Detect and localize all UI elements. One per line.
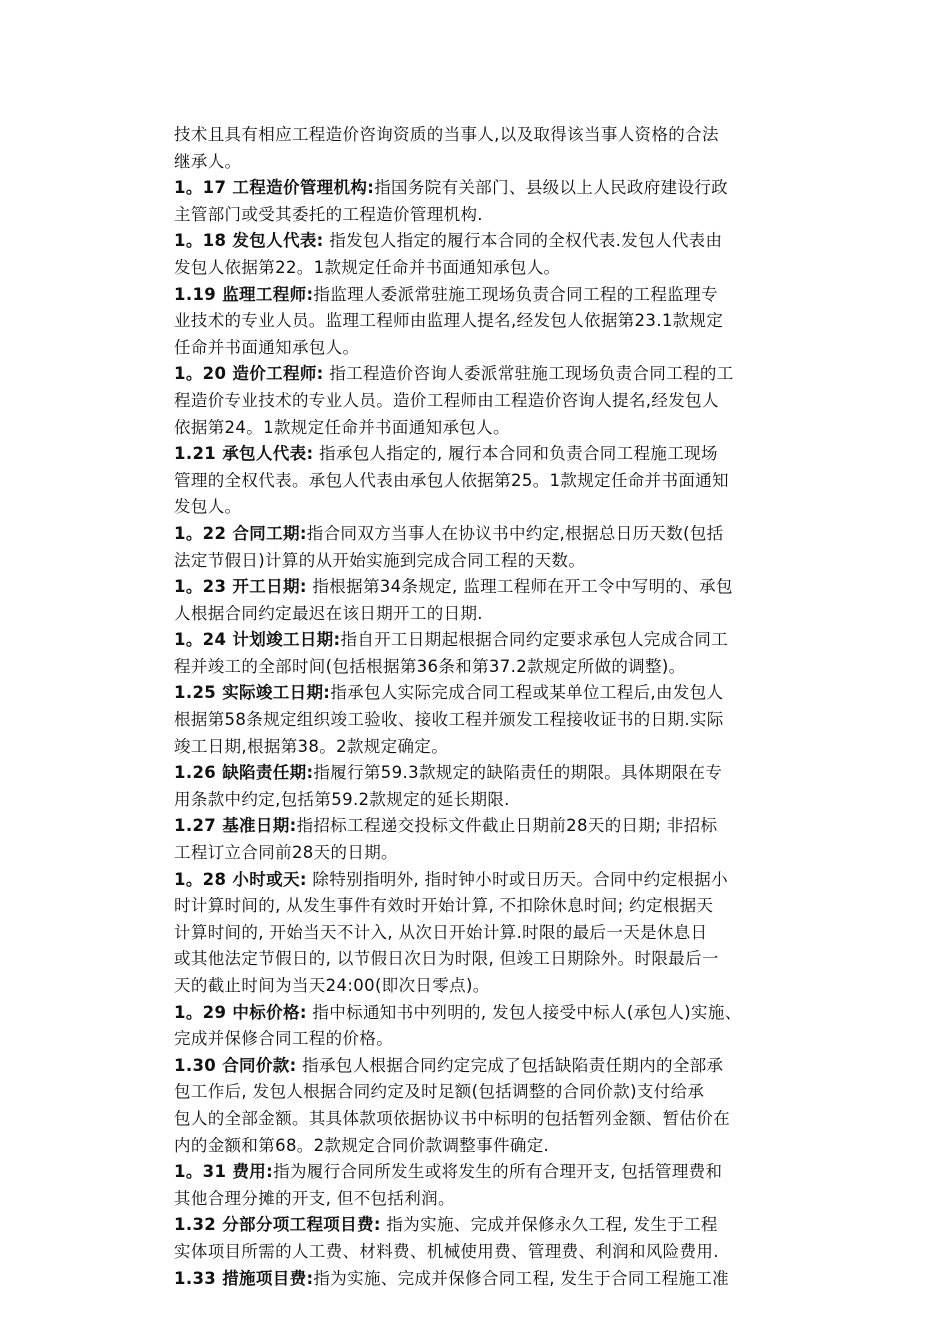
- definition-term: 1。28 小时或天:: [174, 869, 307, 889]
- definition-1-26: [174, 760, 824, 813]
- definition-1-25: [174, 680, 824, 760]
- text-line: 管理的全权代表。承包人代表由承包人依据第25。1款规定任命并书面通知: [174, 470, 729, 490]
- definition-1-28: [174, 867, 824, 1000]
- text-line: 时计算时间的, 从发生事件有效时开始计算, 不扣除休息时间; 约定根据天: [174, 896, 714, 916]
- text-line: 包人的全部金额。其具体款项依据协议书中标明的包括暂列金额、暂估价在: [174, 1108, 731, 1128]
- definition-term: 1。20 造价工程师:: [174, 364, 324, 384]
- definition-1-31: [174, 1159, 824, 1212]
- definition-term: 1.25 实际竣工日期:: [174, 683, 331, 703]
- definition-text: 指招标工程递交投标文件截止日期前28天的日期; 非招标: [296, 816, 718, 836]
- definition-term: 1。31 费用:: [174, 1162, 274, 1182]
- definition-text: 指为实施、完成并保修合同工程, 发生于合同工程施工准: [313, 1268, 729, 1288]
- text-line: 用条款中约定,包括第59.2款规定的延长期限.: [174, 789, 510, 809]
- text-line: 发包人。: [174, 497, 242, 517]
- text-line: [174, 1159, 824, 1186]
- text-line: 完成并保修合同工程的价格。: [174, 1029, 394, 1049]
- definition-text: 除特别指明外, 指时钟小时或日历天。合同中约定根据小: [306, 869, 728, 889]
- definition-1-21: [174, 441, 824, 521]
- definition-1-19: [174, 282, 824, 362]
- definition-1-22: [174, 521, 824, 574]
- text-line: [174, 175, 824, 202]
- definition-1-20: [174, 361, 824, 441]
- definition-term: 1。22 合同工期:: [174, 523, 307, 543]
- text-line: 其他合理分摊的开支, 但不包括利润。: [174, 1188, 455, 1208]
- definition-1-24: [174, 627, 824, 680]
- text-line: [174, 282, 824, 309]
- text-line: 实体项目所需的人工费、材料费、机械使用费、管理费、利润和风险费用.: [174, 1241, 719, 1261]
- paragraph-continuation: [174, 122, 824, 175]
- definition-term: 1。29 中标价格:: [174, 1002, 307, 1022]
- text-line: [174, 760, 824, 787]
- definition-text: 指自开工日期起根据合同约定要求承包人完成合同工: [340, 630, 729, 650]
- text-line: 包工作后, 发包人根据合同约定及时足额(包括调整的合同价款)支付给承: [174, 1082, 705, 1102]
- text-line: [174, 867, 824, 894]
- text-line: 或其他法定节假日的, 以节假日次日为时限, 但竣工日期除外。时限最后一: [174, 949, 719, 969]
- text-line: [174, 1212, 824, 1239]
- text-line: [174, 1266, 824, 1293]
- definition-1-30: [174, 1053, 824, 1159]
- definition-term: 1。18 发包人代表:: [174, 231, 324, 251]
- text-line: 程并竣工的全部时间(包括根据第36条和第37.2款规定所做的调整)。: [174, 656, 686, 676]
- text-line: [174, 1053, 824, 1080]
- text-line: [174, 1000, 824, 1027]
- text-line: 人根据合同约定最迟在该日期开工的日期.: [174, 603, 483, 623]
- definition-term: 1.19 监理工程师:: [174, 284, 314, 304]
- text-line: 依据第24。1款规定任命并书面通知承包人。: [174, 417, 510, 437]
- definition-term: 1。17 工程造价管理机构:: [174, 178, 375, 198]
- text-line: 技术且具有相应工程造价咨询资质的当事人,以及取得该当事人资格的合法: [174, 125, 719, 144]
- text-line: 内的金额和第68。2款规定合同价款调整事件确定.: [174, 1135, 550, 1155]
- definition-text: 指工程造价咨询人委派常驻施工现场负责合同工程的工: [323, 364, 734, 384]
- definition-text: 指发包人指定的履行本合同的全权代表.发包人代表由: [323, 231, 723, 251]
- text-line: [174, 574, 824, 601]
- definition-text: 指根据第34条规定, 监理工程师在开工令中写明的、承包: [306, 577, 733, 597]
- text-line: [174, 521, 824, 548]
- definition-term: 1.33 措施项目费:: [174, 1268, 314, 1288]
- text-line: [174, 627, 824, 654]
- text-line: 发包人依据第22。1款规定任命并书面通知承包人。: [174, 257, 561, 277]
- definition-1-17: [174, 175, 824, 228]
- definition-1-33: [174, 1266, 824, 1293]
- text-line: 继承人。: [174, 151, 242, 171]
- definition-text: 指监理人委派常驻施工现场负责合同工程的工程监理专: [313, 284, 718, 304]
- definition-text: 指为实施、完成并保修永久工程, 发生于工程: [380, 1215, 718, 1235]
- definition-1-27: [174, 813, 824, 866]
- definition-term: 1.26 缺陷责任期:: [174, 763, 314, 783]
- definition-1-18: [174, 228, 824, 281]
- text-line: 业技术的专业人员。监理工程师由监理人提名,经发包人依据第23.1款规定: [174, 311, 724, 331]
- definition-term: 1.32 分部分项工程项目费:: [174, 1215, 381, 1235]
- definition-text: 指国务院有关部门、县级以上人民政府建设行政: [374, 178, 729, 198]
- definition-text: 指为履行合同所发生或将发生的所有合理开支, 包括管理费和: [273, 1162, 723, 1182]
- text-line: 天的截止时间为当天24:00(即次日零点)。: [174, 976, 490, 995]
- definition-text: 指承包人实际完成合同工程或某单位工程后,由发包人: [330, 683, 724, 703]
- text-line: [174, 680, 824, 707]
- definition-term: 1.21 承包人代表:: [174, 444, 314, 464]
- definition-term: 1.30 合同价款:: [174, 1055, 297, 1075]
- text-line: [174, 813, 824, 840]
- document-page: [174, 122, 824, 1292]
- definition-1-29: [174, 1000, 824, 1053]
- definition-1-23: [174, 574, 824, 627]
- text-line: 程造价专业技术的专业人员。造价工程师由工程造价咨询人提名,经发包人: [174, 390, 719, 410]
- definition-text: 指中标通知书中列明的, 发包人接受中标人(承包人)实施、: [306, 1002, 742, 1022]
- definition-text: 指合同双方当事人在协议书中约定,根据总日历天数(包括: [306, 523, 724, 543]
- definition-term: 1。23 开工日期:: [174, 577, 307, 597]
- text-line: 竣工日期,根据第38。2款规定确定。: [174, 736, 449, 756]
- text-line: 任命并书面通知承包人。: [174, 337, 360, 357]
- definition-1-32: [174, 1212, 824, 1265]
- text-line: 法定节假日)计算的从开始实施到完成合同工程的天数。: [174, 550, 586, 570]
- definition-text: 指履行第59.3款规定的缺陷责任的期限。具体期限在专: [313, 763, 723, 783]
- definition-term: 1。24 计划竣工日期:: [174, 630, 341, 650]
- definition-text: 指承包人指定的, 履行本合同和负责合同工程施工现场: [313, 444, 718, 464]
- text-line: 计算时间的, 开始当天不计入, 从次日开始计算.时限的最后一天是休息日: [174, 922, 708, 942]
- text-line: 根据第58条规定组织竣工验收、接收工程并颁发工程接收证书的日期.实际: [174, 710, 724, 730]
- definition-text: 指承包人根据合同约定完成了包括缺陷责任期内的全部承: [296, 1055, 724, 1075]
- text-line: 工程订立合同前28天的日期。: [174, 843, 398, 863]
- text-line: 主管部门或受其委托的工程造价管理机构.: [174, 204, 483, 224]
- text-line: [174, 361, 824, 388]
- definition-term: 1.27 基准日期:: [174, 816, 297, 836]
- text-line: [174, 441, 824, 468]
- text-line: [174, 228, 824, 255]
